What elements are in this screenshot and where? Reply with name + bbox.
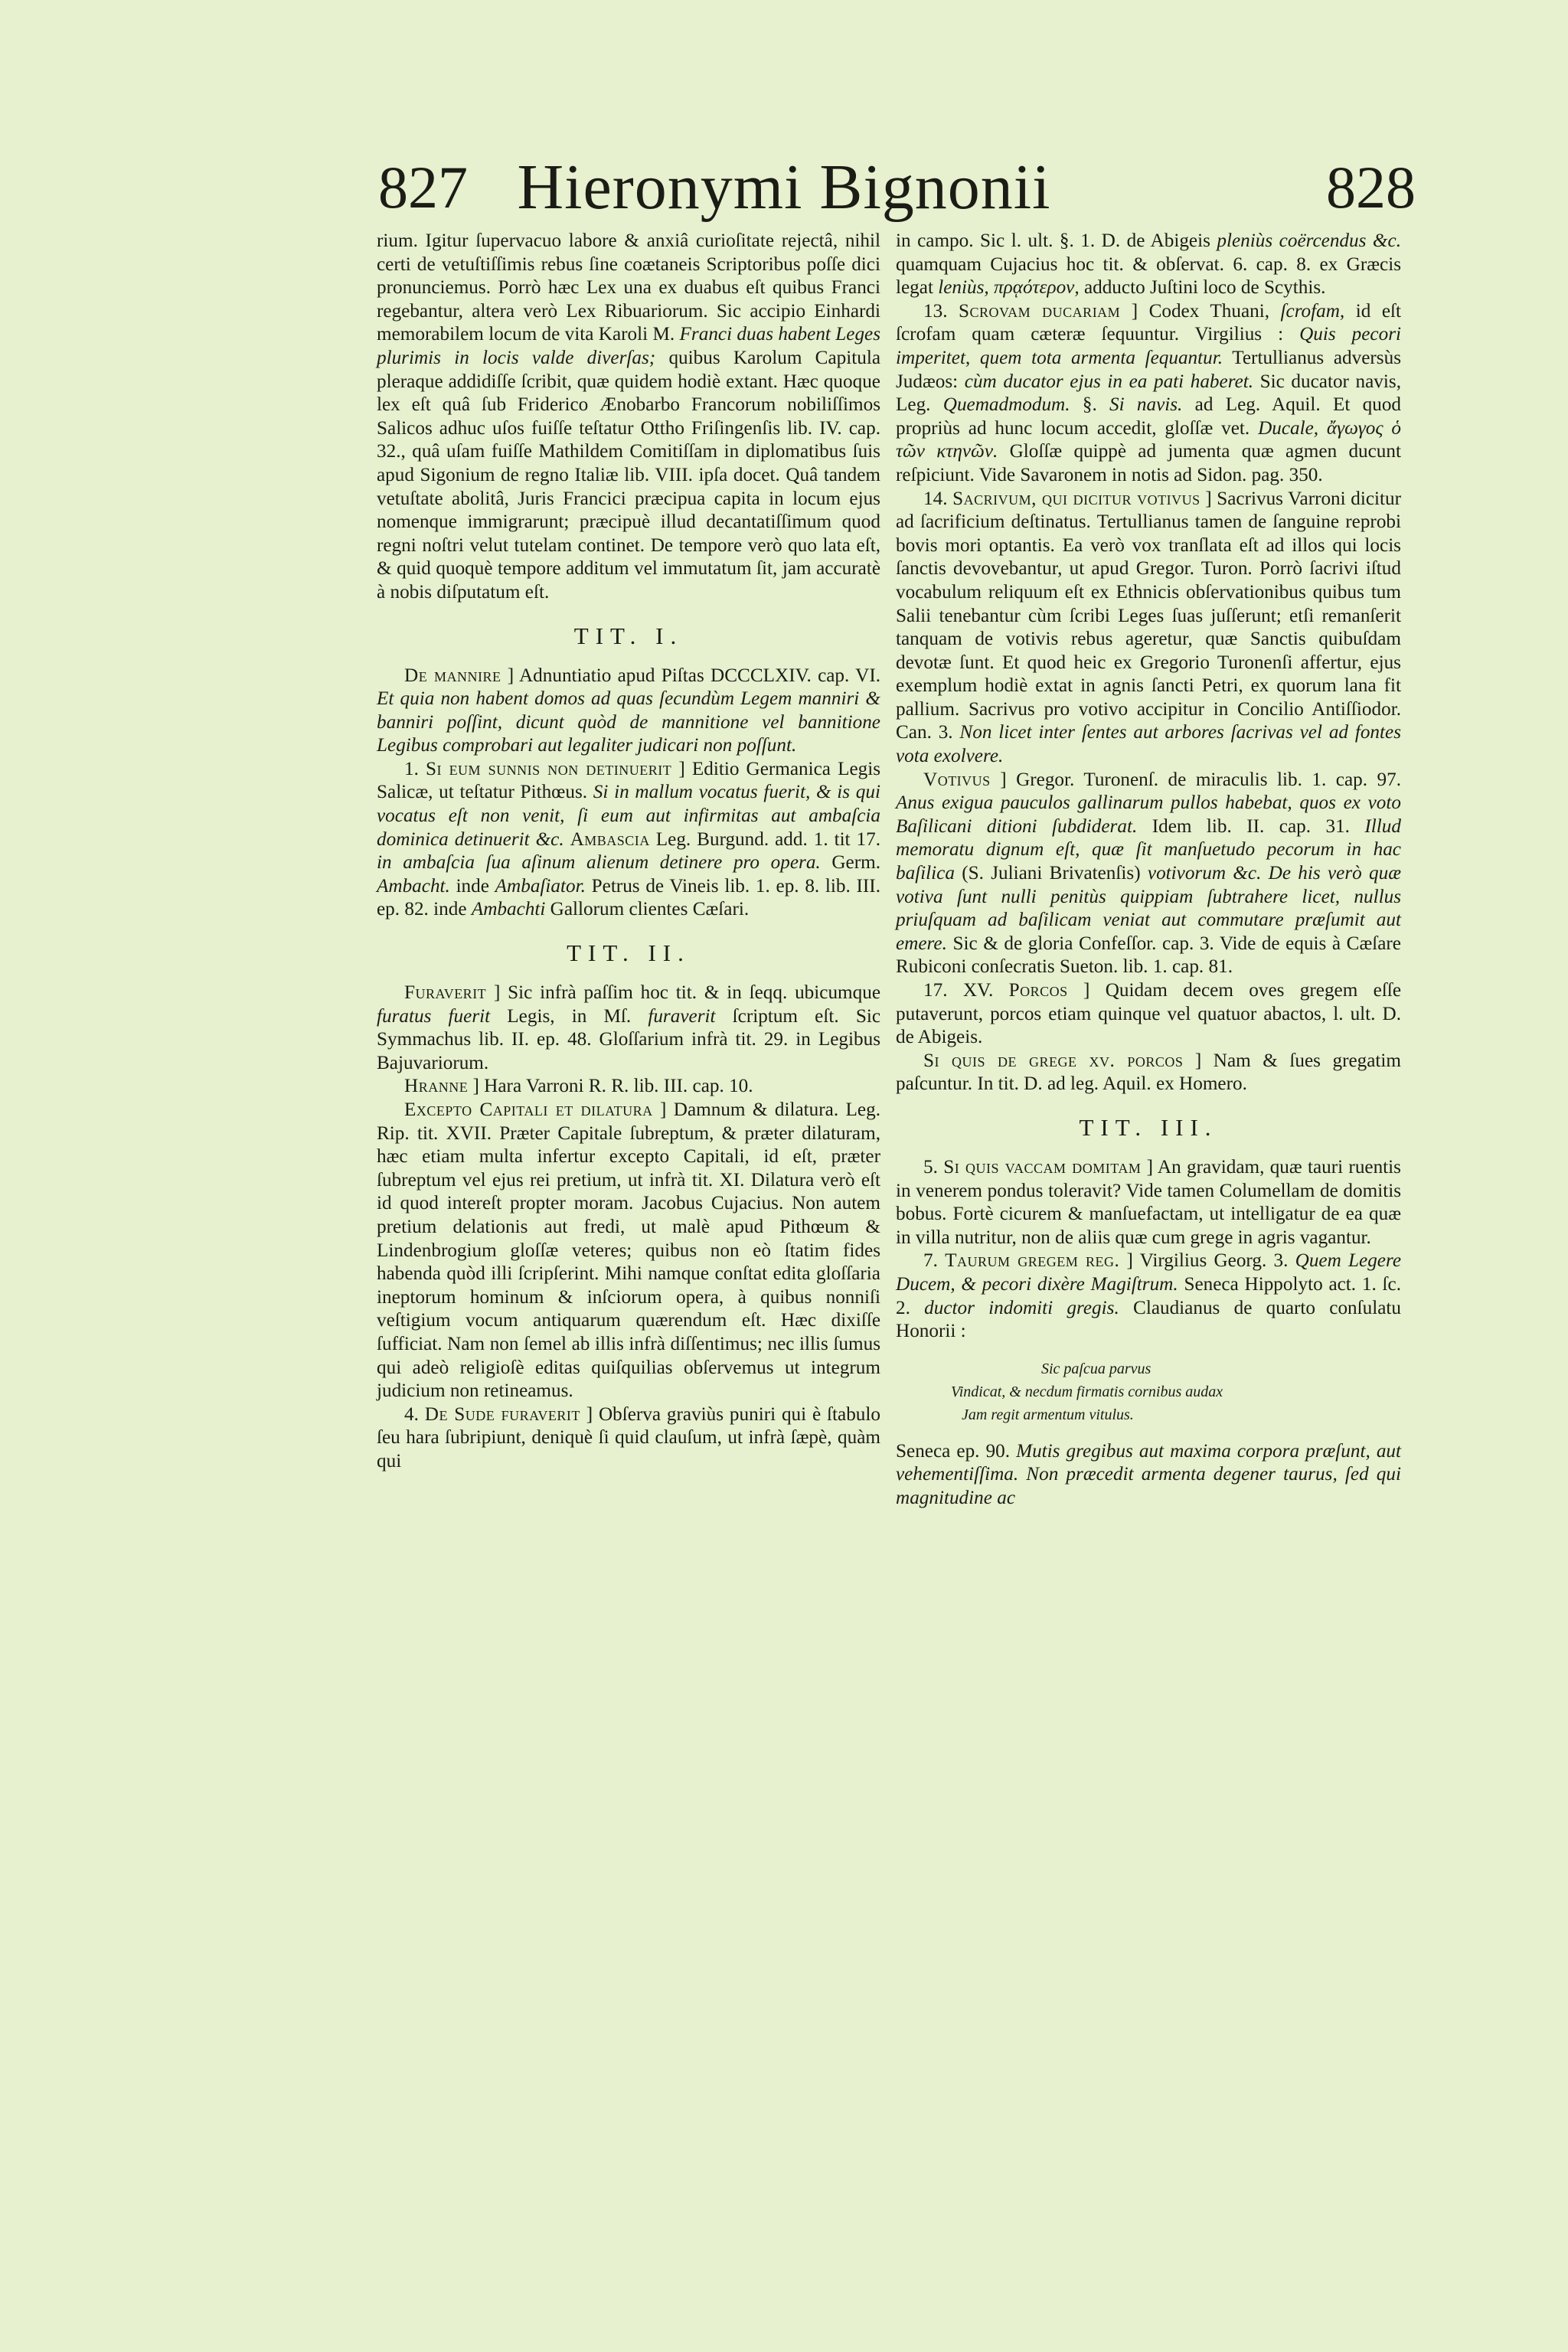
section-heading: TIT. III.	[1079, 1113, 1218, 1141]
section-heading: TIT. I.	[573, 622, 684, 649]
verse-quotation	[896, 1357, 1401, 1426]
running-header	[0, 149, 1568, 234]
paragraph: in campo. Sic l. ult. §. 1. D. de Abigeis pleniùs coërcendus &c. quamquam Cujacius hoc tit. & obſervat. 6. cap. 8. ex Græcis legat leniùs, πρᾳότερον, adducto Juſtini loco de Scythis.	[896, 230, 1401, 299]
left-column	[377, 230, 880, 1474]
paragraph: Si quis de grege xv. porcos ] Nam & ſues gregatim paſcuntur. In tit. D. ad leg. Aquil. ex Homero.	[896, 1050, 1401, 1095]
paragraph: Excepto Capitali et dilatura ] Damnum & dilatura. Leg. Rip. tit. XVII. Præter Capitale ſubreptum, & præter dilaturam, hæc etiam multa infertur excepto Capitali, id eſt, præter ſubreptum vel ejus rei pretium, ut infrà tit. XI. Dilatura verò eſt id quod intereſt propter moram. Jacobus Cujacius. Non autem pretium delationis aut fredi, ut malè apud Pithœum & Lindenbrogium gloſſæ veteres; quibus non eò ſtatim fides habenda quòd illi ſcripſerint. Mihi namque conſtat edita gloſſaria ineptorum hominum & inſciorum opera, à quibus nonniſi veſtigium vocum antiquarum quærendum eſt. Hæc dixiſſe ſufficiat. Nam non ſemel ab illis infrà diſſentimus; nec illis ſumus qui adeò religioſè editas quiſquilias obſervemus ut integrum judicium non retineamus.	[377, 1099, 880, 1402]
paragraph: Votivus ] Gregor. Turonenſ. de miraculis lib. 1. cap. 97. Anus exigua pauculos gallinarum pullos habebat, quos ex voto Baſilicani ditioni ſubdiderat. Idem lib. II. cap. 31. Illud memoratu dignum eſt, quæ ſit manſuetudo pecorum in hac baſilica (S. Juliani Brivatenſis) votivorum &c. De his verò quæ votiva ſunt nulli penitùs quippiam ſubtrahere licet, nullus priuſquam ad baſilicam veniat aut commutare præſumit aut emere. Sic & de gloria Confeſſor. cap. 3. Vide de equis à Cæſare Rubiconi conſecratis Sueton. lib. 1. cap. 81.	[896, 769, 1402, 978]
paragraph: Furaverit ] Sic infrà paſſim hoc tit. & in ſeqq. ubicumque furatus fuerit Legis, in Mſ. furaverit ſcriptum eſt. Sic Symmachus lib. II. ep. 48. Gloſſarium infrà tit. 29. in Legibus Bajuvariorum.	[377, 982, 881, 1073]
page-number-left: 827	[378, 154, 468, 220]
paragraph: 13. Scrovam ducariam ] Codex Thuani, ſcrofam, id eſt ſcrofam quam cæteræ ſequuntur. Virgilius : Quis pecori imperitet, quem tota armenta ſequantur. Tertullianus adversùs Judæos: cùm ducator ejus in ea pati haberet. Sic ducator navis, Leg. Quemadmodum. §. Si navis. ad Leg. Aquil. Et quod propriùs ad hunc locum accedit, gloſſæ vet. Ducale, ἄγωγος ὁ τῶν κτηνῶν. Gloſſæ quippè ad jumenta quæ agmen ducunt reſpiciunt. Vide Savaronem in notis ad Sidon. pag. 350.	[896, 300, 1402, 485]
running-title: Hieronymi Bignonii	[517, 152, 1051, 223]
paragraph: 5. Si quis vaccam domitam ] An gravidam, quæ tauri ruentis in venerem pondus toleravit? Vide tamen Columellam de domitis bobus. Fortè cicurem & manſuefactam, ut intelligatur de ea quæ in villa nutritur, non de aliis quæ cum grege in agris vagantur.	[896, 1156, 1401, 1248]
paragraph: Seneca ep. 90. Mutis gregibus aut maxima corpora præſunt, aut vehementiſſima. Non præcedit armenta degener taurus, ſed qui magnitudine ac	[896, 1440, 1402, 1508]
verse-line: Vindicat, & necdum firmatis cornibus audax	[951, 1383, 1223, 1400]
paragraph: 17. XV. Porcos ] Quidam decem oves gregem eſſe putaverunt, porcos etiam quinque vel quatuor abactos, l. ult. D. de Abigeis.	[896, 980, 1401, 1048]
paragraph: 1. Si eum sunnis non detinuerit ] Editio Germanica Legis Salicæ, ut teſtatur Pithœus. Si in mallum vocatus fuerit, & is qui vocatus eſt non venit, ſi eum aut infirmitas aut ambaſcia dominica detinuerit &c. Ambascia Leg. Burgund. add. 1. tit 17. in ambaſcia ſua aſinum alienum detinere pro opera. Germ. Ambacht. inde Ambaſiator. Petrus de Vineis lib. 1. ep. 8. lib. III. ep. 82. inde Ambachti Gallorum clientes Cæſari.	[377, 758, 881, 920]
section-heading: TIT. II.	[567, 939, 691, 967]
right-column	[896, 230, 1401, 1511]
paragraph: rium. Igitur ſupervacuo labore & anxiâ curioſitate rejectâ, nihil certi de vetuſtiſſimis rebus ſine coætaneis Scriptoribus poſſe dici pronunciemus. Porrò hæc Lex una ex duabus eſt quibus Franci regebantur, altera verò Lex Ribuariorum. Sic accipio Einhardi memorabilem locum de vita Karoli M. Franci duas habent Leges plurimis in locis valde diverſas; quibus Karolum Capitula pleraque addidiſſe ſcribit, quæ quidem hodiè extant. Hæc quoque lex eſt quâ ſub Friderico Ænobarbo Francorum nobiliſſimos Salicos adhuc uſos fuiſſe teſtatur Ottho Friſingenſis lib. IV. cap. 32., quâ uſam fuiſſe Mathildem Comitiſſam in diplomatibus ſuis apud Sigonium de regno Italiæ lib. VIII. ipſa docet. Quâ tandem vetuſtate abolitâ, Juris Francici præcipua capita in locum ejus nomenque immigrarunt; præcipuè illud decantatiſſimum quod regni noſtri velut tutelam continet. De tempore verò quo lata eſt, & quid quoquè tempore additum vel immutatum ſit, jam accuratè à nobis diſputatum eſt.	[377, 230, 881, 603]
verse-line: Sic paſcua parvus	[1041, 1360, 1152, 1377]
page-number-right: 828	[1326, 154, 1416, 220]
paragraph: De mannire ] Adnuntiatio apud Piſtas DCCCLXIV. cap. VI. Et quia non habent domos ad quas ſecundùm Legem manniri & banniri poſſint, dicunt quòd de mannitione vel bannitione Legibus comprobari aut legaliter judicari non poſſunt.	[377, 665, 881, 756]
paragraph: 4. De Sude furaverit ] Obſerva graviùs puniri qui è ſtabulo ſeu hara ſubripiunt, deniquè ſi quid clauſum, ut infrà ſæpè, quàm qui	[377, 1403, 880, 1472]
verse-line: Jam regit armentum vitulus.	[962, 1406, 1134, 1423]
paragraph: Hranne ] Hara Varroni R. R. lib. III. cap. 10.	[404, 1076, 753, 1097]
paragraph: 14. Sacrivum, qui dicitur votivus ] Sacrivus Varroni dicitur ad ſacrificium deſtinatus. Tertullianus tamen de ſanguine reprobi bovis mori optantis. Ea verò vox tranſlata eſt ad illos qui locis ſanctis devovebantur, ut apud Gregor. Turon. Porrò ſacrivi iſtud vocabulum reliquum eſt ex Ethnicis obſervationibus quibus tum Salii tenebantur cùm ſcribi Leges ſuas juſſerunt; etſi remanſerit tanquam de votivis rebus ageretur, quæ Sanctis quibuſdam devotæ ſunt. Et quod heic ex Gregorio Turonenſi affertur, ejus exemplum hodiè extat in agnis ſancti Petri, ex quorum lana fit pallium. Sacrivus pro votivo accipitur in Concilio Antiſſiodor. Can. 3. Non licet inter ſentes aut arbores ſacrivas vel ad fontes vota exolvere.	[896, 488, 1401, 767]
paragraph: 7. Taurum gregem reg. ] Virgilius Georg. 3. Quem Legere Ducem, & pecori dixère Magiſtrum. Seneca Hippolyto act. 1. ſc. 2. ductor indomiti gregis. Claudianus de quarto conſulatu Honorii :	[896, 1250, 1402, 1342]
